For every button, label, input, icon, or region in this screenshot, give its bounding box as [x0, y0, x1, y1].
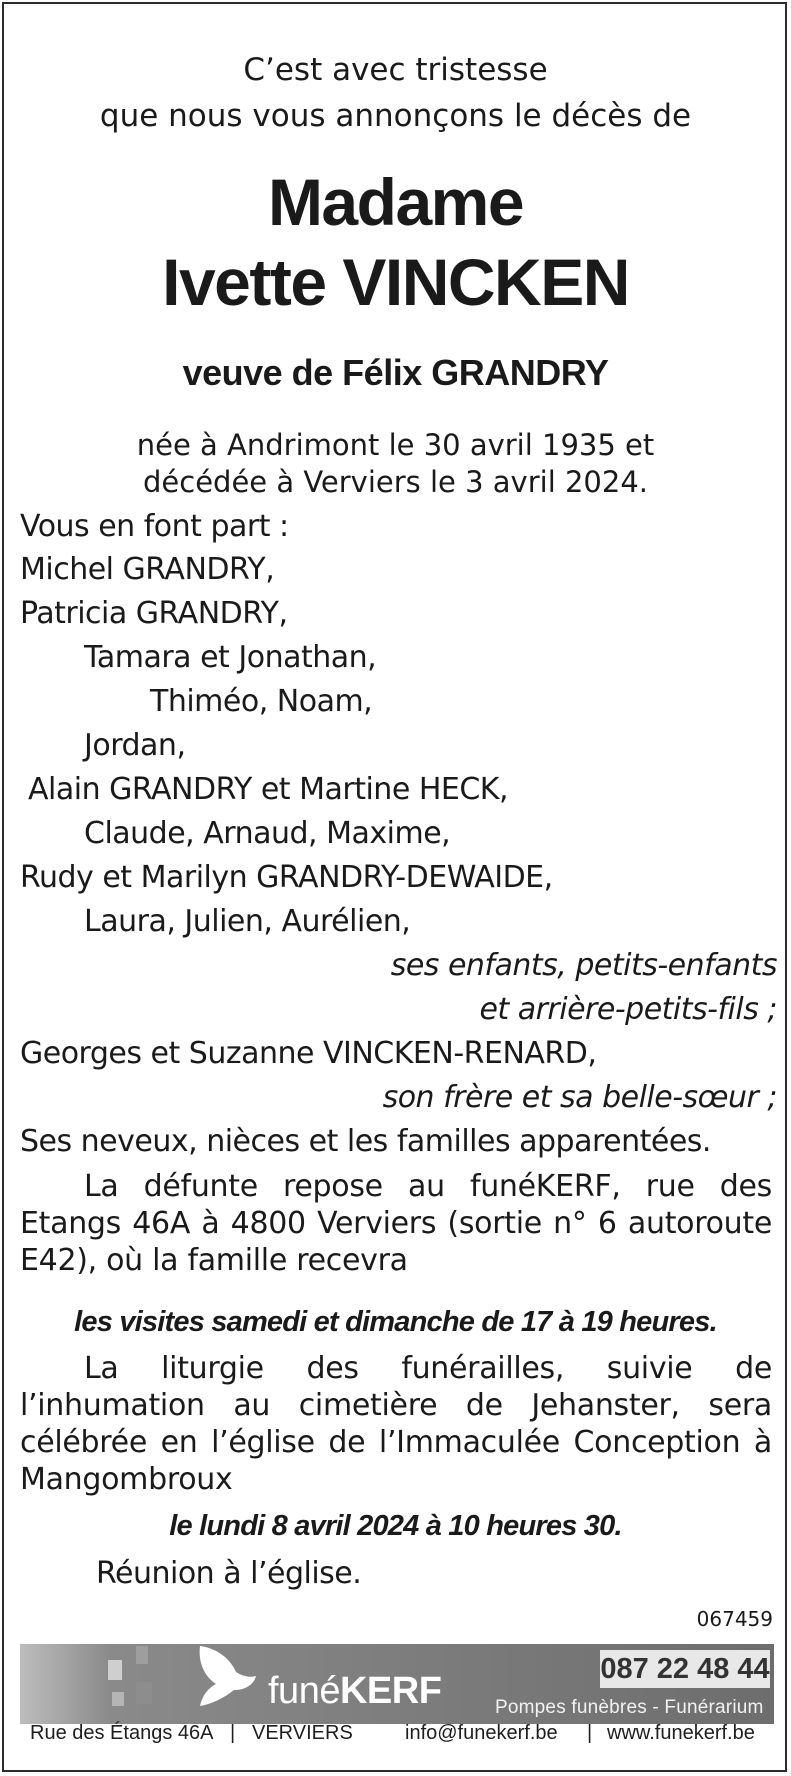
- separator: |: [587, 1722, 593, 1744]
- intro-line-2: que nous vous annonçons le décès de: [99, 98, 692, 134]
- death-date: décédée à Verviers le 3 avril 2024.: [143, 465, 648, 499]
- deceased-name: Ivette VINCKEN: [162, 245, 629, 319]
- meeting-place: Réunion à l’église.: [96, 1556, 362, 1591]
- funeral-paragraph: La liturgie des funérailles, suivie de l’inhumation au cimetière de Jehanster, sera célébrée en l’église de l’Immaculée Conception à Mangombroux: [20, 1351, 772, 1497]
- children-role-1: ses enfants, petits-enfants: [390, 948, 777, 983]
- footer-address: Rue des Étangs 46A: [30, 1722, 214, 1744]
- family-line: Michel GRANDRY,: [20, 552, 275, 587]
- reference-number: 067459: [696, 1607, 773, 1631]
- dove-icon: [190, 1640, 260, 1718]
- logo-square: [108, 1660, 122, 1680]
- family-line: Tamara et Jonathan,: [84, 640, 377, 675]
- footer-city: VERVIERS: [252, 1722, 353, 1744]
- separator: |: [230, 1722, 236, 1744]
- family-line: Patricia GRANDRY,: [20, 596, 288, 631]
- logo-square: [112, 1692, 124, 1706]
- intro-line-1: C’est avec tristesse: [243, 52, 548, 88]
- family-line: Alain GRANDRY et Martine HECK,: [28, 772, 508, 807]
- family-line: Claude, Arnaud, Maxime,: [84, 816, 451, 851]
- family-line: Thiméo, Noam,: [150, 684, 373, 719]
- family-line: Rudy et Marilyn GRANDRY-DEWAIDE,: [20, 860, 553, 895]
- footer-website[interactable]: www.funekerf.be: [607, 1722, 755, 1744]
- logo-square: [136, 1646, 148, 1664]
- brand-logo: funéKERF: [268, 1670, 442, 1712]
- sibling-role: son frère et sa belle-sœur ;: [382, 1080, 777, 1115]
- birth-date: née à Andrimont le 30 avril 1935 et: [136, 428, 655, 462]
- family-line: Laura, Julien, Aurélien,: [84, 904, 411, 939]
- sibling-names: Georges et Suzanne VINCKEN-RENARD,: [20, 1036, 597, 1071]
- family-line: Jordan,: [84, 728, 186, 763]
- visit-hours: les visites samedi et dimanche de 17 à 19 heures.: [74, 1306, 717, 1338]
- tagline: Pompes funèbres - Funérarium: [495, 1697, 764, 1718]
- family-lead: Vous en font part :: [20, 509, 289, 544]
- phone-number[interactable]: 087 22 48 44: [600, 1650, 770, 1688]
- funeral-date: le lundi 8 avril 2024 à 10 heures 30.: [169, 1510, 622, 1542]
- widow-of: veuve de Félix GRANDRY: [182, 352, 609, 393]
- deceased-title: Madame: [267, 165, 524, 239]
- rest-paragraph: La défunte repose au funéKERF, rue des Etangs 46A à 4800 Verviers (sortie n° 6 autoroute E42), où la famille recevra: [20, 1169, 772, 1278]
- logo-square: [136, 1682, 152, 1704]
- footer-email[interactable]: info@funekerf.be: [405, 1722, 558, 1744]
- children-role-2: et arrière-petits-fils ;: [479, 992, 777, 1027]
- other-relatives: Ses neveux, nièces et les familles apparentées.: [20, 1124, 711, 1159]
